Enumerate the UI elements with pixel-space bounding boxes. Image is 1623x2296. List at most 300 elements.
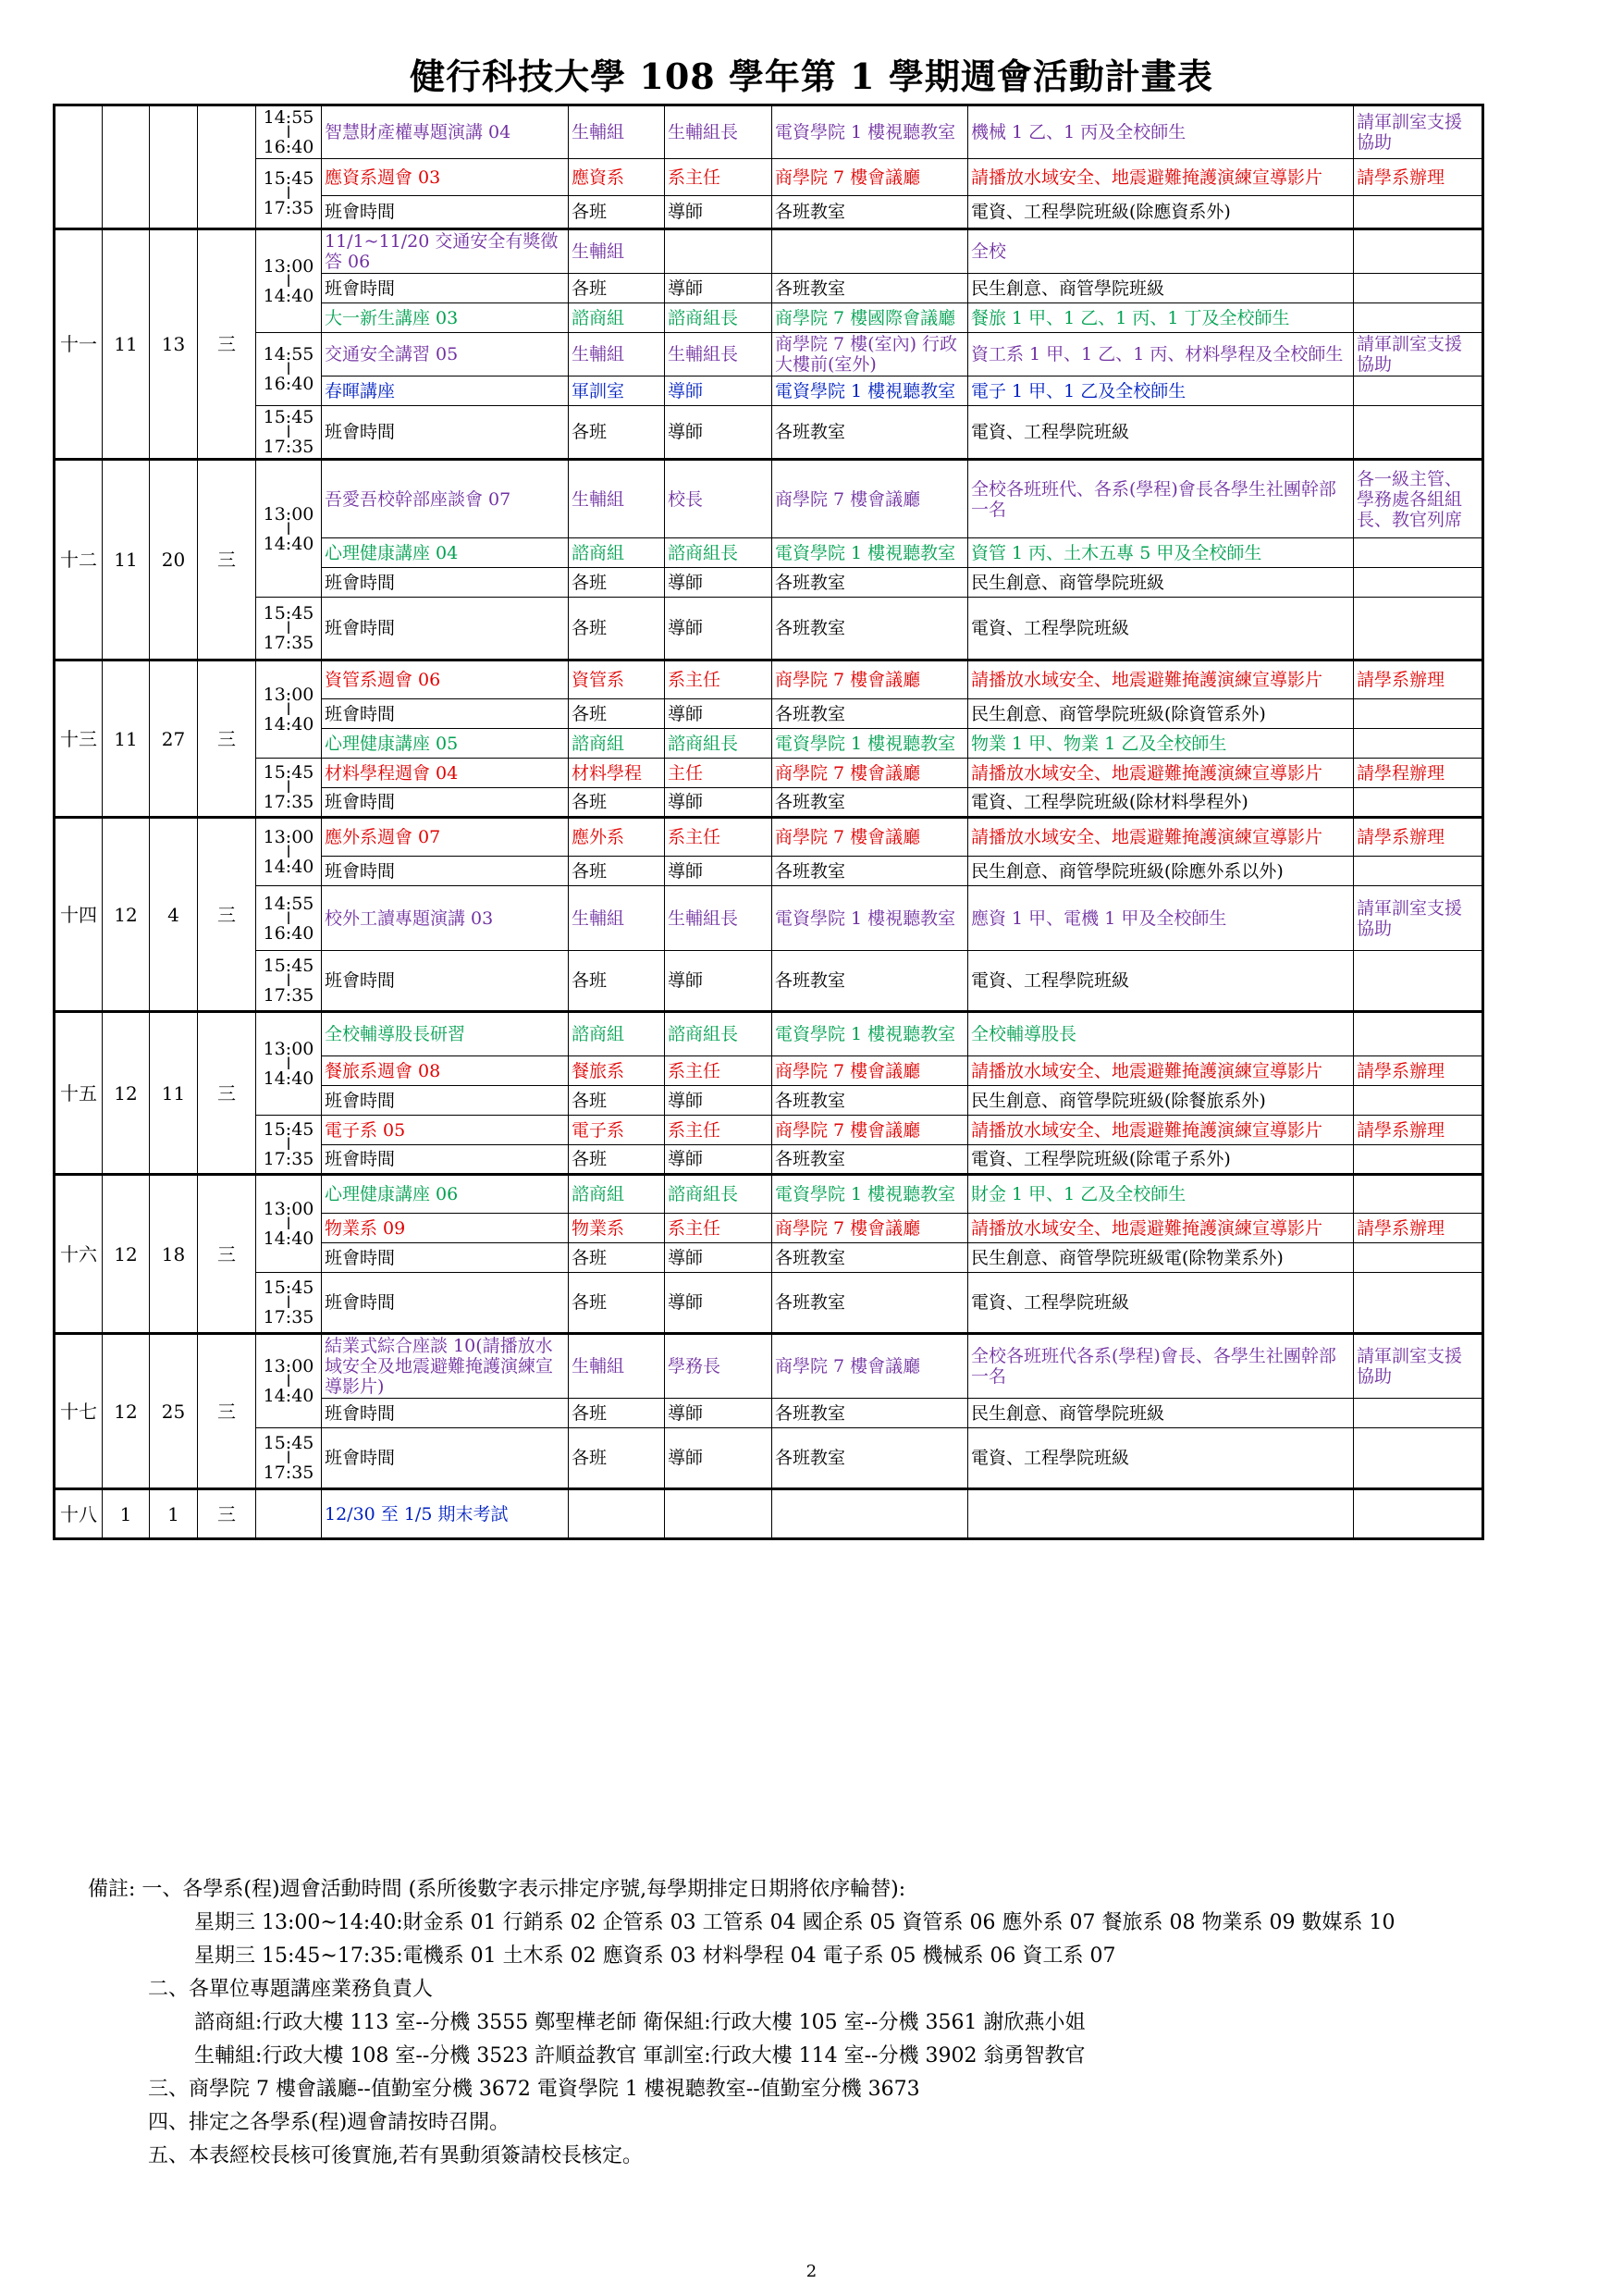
participants-cell: 電資、工程學院班級(除應資系外) <box>968 196 1354 229</box>
table-row <box>55 229 1483 274</box>
week-group <box>55 660 1483 818</box>
week-weekday-cell: 三 <box>198 229 256 460</box>
unit-cell: 各班 <box>569 196 665 229</box>
place-cell: 各班教室 <box>772 196 968 229</box>
host-cell: 導師 <box>665 951 772 1012</box>
time-start: 15:45 <box>263 407 314 427</box>
week-group <box>55 1334 1483 1489</box>
host-cell: 系主任 <box>665 159 772 196</box>
activity-cell: 心理健康講座 06 <box>322 1175 569 1214</box>
time-cell <box>256 159 322 229</box>
table-row <box>55 951 1483 1012</box>
table-row <box>55 105 1483 159</box>
place-cell: 商學院 7 樓(室內) 行政大樓前(室外) <box>772 333 968 376</box>
note-cell <box>1354 406 1483 460</box>
note-item-1 <box>88 1873 1531 1907</box>
week-week-cell: 十三 <box>55 660 103 818</box>
note-cell <box>1354 1175 1483 1214</box>
time-end: 17:35 <box>263 1149 314 1169</box>
week-group <box>55 1175 1483 1334</box>
participants-cell: 民生創意、商管學院班級(除應外系以外) <box>968 857 1354 886</box>
host-cell: 系主任 <box>665 660 772 699</box>
activity-cell: 吾愛吾校幹部座談會 07 <box>322 460 569 538</box>
place-cell: 商學院 7 樓會議廳 <box>772 159 968 196</box>
time-end: 17:35 <box>263 1307 314 1327</box>
host-cell: 導師 <box>665 1273 772 1334</box>
activity-cell: 春暉講座 <box>322 376 569 406</box>
notes-section <box>88 1873 1531 2173</box>
note-item-3: 三、商學院 7 樓會議廳--值勤室分機 3672 電資學院 1 樓視聽教室--值勤室分機 3673 <box>148 2078 920 2101</box>
time-cell <box>256 951 322 1012</box>
unit-cell: 各班 <box>569 568 665 598</box>
participants-cell: 全校 <box>968 229 1354 274</box>
unit-cell: 諮商組 <box>569 1175 665 1214</box>
table-row <box>55 1175 1483 1214</box>
participants-cell: 請播放水域安全、地震避難掩護演練宣導影片 <box>968 1056 1354 1086</box>
place-cell: 各班教室 <box>772 598 968 660</box>
note-cell: 請軍訓室支援協助 <box>1354 333 1483 376</box>
note-item-1a: 星期三 13:00~14:40:財金系 01 行銷系 02 企管系 03 工管系 04 國企系 05 資管系 06 應外系 07 餐旅系 08 物業系 09 數媒系 10 <box>194 1911 1396 1934</box>
unit-cell: 生輔組 <box>569 1334 665 1399</box>
week-day-cell: 20 <box>150 460 198 660</box>
note-cell: 請軍訓室支援協助 <box>1354 1334 1483 1399</box>
week-week-cell: 十七 <box>55 1334 103 1489</box>
time-start: 15:45 <box>263 1119 314 1140</box>
note-cell <box>1354 1243 1483 1273</box>
activity-cell: 班會時間 <box>322 406 569 460</box>
place-cell: 商學院 7 樓會議廳 <box>772 1116 968 1145</box>
place-cell: 商學院 7 樓會議廳 <box>772 1056 968 1086</box>
unit-cell: 各班 <box>569 406 665 460</box>
host-cell: 系主任 <box>665 1214 772 1243</box>
time-cell <box>256 886 322 951</box>
host-cell: 系主任 <box>665 1056 772 1086</box>
host-cell: 系主任 <box>665 818 772 857</box>
time-end: 14:40 <box>263 1386 314 1406</box>
week-month-cell: 11 <box>103 460 150 660</box>
note-item-4: 四、排定之各學系(程)週會請按時召開。 <box>148 2111 510 2134</box>
activity-cell: 結業式綜合座談 10(請播放水域安全及地震避難掩護演練宣導影片) <box>322 1334 569 1399</box>
participants-cell: 全校各班班代各系(學程)會長、各學生社團幹部一名 <box>968 1334 1354 1399</box>
participants-cell: 請播放水域安全、地震避難掩護演練宣導影片 <box>968 1214 1354 1243</box>
unit-cell <box>569 1489 665 1539</box>
activity-cell: 交通安全講習 05 <box>322 333 569 376</box>
time-cell <box>256 1334 322 1428</box>
note-cell: 請學程辦理 <box>1354 759 1483 788</box>
place-cell: 各班教室 <box>772 1428 968 1489</box>
note-cell: 請學系辦理 <box>1354 818 1483 857</box>
table-row <box>55 759 1483 788</box>
note-item-2: 二、各單位專題講座業務負責人 <box>148 1978 434 2001</box>
table-row <box>55 1334 1483 1399</box>
time-separator: ǀ <box>286 842 291 862</box>
activity-cell: 班會時間 <box>322 1086 569 1116</box>
time-cell <box>256 818 322 886</box>
unit-cell: 各班 <box>569 1428 665 1489</box>
unit-cell: 各班 <box>569 1145 665 1175</box>
unit-cell: 生輔組 <box>569 333 665 376</box>
participants-cell: 請播放水域安全、地震避難掩護演練宣導影片 <box>968 818 1354 857</box>
unit-cell: 應資系 <box>569 159 665 196</box>
host-cell: 導師 <box>665 1428 772 1489</box>
week-month-cell: 12 <box>103 818 150 1012</box>
week-month-cell: 11 <box>103 660 150 818</box>
week-group <box>55 1012 1483 1175</box>
place-cell: 商學院 7 樓會議廳 <box>772 1214 968 1243</box>
place-cell: 各班教室 <box>772 1273 968 1334</box>
activity-cell: 班會時間 <box>322 857 569 886</box>
unit-cell: 各班 <box>569 1243 665 1273</box>
unit-cell: 物業系 <box>569 1214 665 1243</box>
place-cell: 各班教室 <box>772 406 968 460</box>
unit-cell: 各班 <box>569 598 665 660</box>
table-row <box>55 1012 1483 1056</box>
time-separator: ǀ <box>286 422 291 442</box>
place-cell: 商學院 7 樓國際會議廳 <box>772 303 968 333</box>
table-row <box>55 1116 1483 1145</box>
participants-cell: 餐旅 1 甲、1 乙、1 丙、1 丁及全校師生 <box>968 303 1354 333</box>
unit-cell: 軍訓室 <box>569 376 665 406</box>
note-cell <box>1354 1145 1483 1175</box>
place-cell: 電資學院 1 樓視聽教室 <box>772 538 968 568</box>
time-cell <box>256 1273 322 1334</box>
time-cell <box>256 229 322 333</box>
note-cell <box>1354 568 1483 598</box>
unit-cell: 資管系 <box>569 660 665 699</box>
host-cell: 生輔組長 <box>665 886 772 951</box>
week-month-cell: 12 <box>103 1334 150 1489</box>
activity-cell: 智慧財產權專題演講 04 <box>322 105 569 159</box>
place-cell: 各班教室 <box>772 951 968 1012</box>
note-cell <box>1354 1012 1483 1056</box>
activity-cell: 班會時間 <box>322 1428 569 1489</box>
note-cell <box>1354 788 1483 818</box>
note-cell <box>1354 1489 1483 1539</box>
week-month-cell: 12 <box>103 1012 150 1175</box>
note-cell: 請學系辦理 <box>1354 1056 1483 1086</box>
table-row <box>55 333 1483 376</box>
unit-cell: 諮商組 <box>569 538 665 568</box>
note-cell <box>1354 1273 1483 1334</box>
activity-cell: 班會時間 <box>322 1145 569 1175</box>
time-start: 15:45 <box>263 603 314 623</box>
time-separator: ǀ <box>286 359 291 379</box>
time-end: 14:40 <box>263 714 314 734</box>
host-cell: 系主任 <box>665 1116 772 1145</box>
time-start: 13:00 <box>263 1199 314 1219</box>
week-month-cell: 11 <box>103 229 150 460</box>
time-separator: ǀ <box>286 777 291 797</box>
note-item-5: 五、本表經校長核可後實施,若有異動須簽請校長核定。 <box>148 2144 643 2167</box>
unit-cell: 生輔組 <box>569 886 665 951</box>
host-cell <box>665 1489 772 1539</box>
week-weekday-cell: 三 <box>198 460 256 660</box>
week-day-cell: 1 <box>150 1489 198 1539</box>
time-end: 14:40 <box>263 286 314 306</box>
time-end: 16:40 <box>263 922 314 944</box>
note-cell: 請學系辦理 <box>1354 660 1483 699</box>
host-cell: 導師 <box>665 274 772 303</box>
note-cell: 請學系辦理 <box>1354 1214 1483 1243</box>
place-cell: 各班教室 <box>772 1243 968 1273</box>
note-cell <box>1354 274 1483 303</box>
note-cell <box>1354 1428 1483 1489</box>
week-weekday-cell: 三 <box>198 1489 256 1539</box>
participants-cell: 應資 1 甲、電機 1 甲及全校師生 <box>968 886 1354 951</box>
table-row <box>55 818 1483 857</box>
unit-cell: 電子系 <box>569 1116 665 1145</box>
week-group <box>55 229 1483 460</box>
host-cell: 導師 <box>665 699 772 729</box>
place-cell: 各班教室 <box>772 1145 968 1175</box>
participants-cell: 電資、工程學院班級(除電子系外) <box>968 1145 1354 1175</box>
note-cell <box>1354 538 1483 568</box>
host-cell: 諮商組長 <box>665 1175 772 1214</box>
time-cell <box>256 1175 322 1273</box>
place-cell: 各班教室 <box>772 857 968 886</box>
week-day-cell: 13 <box>150 229 198 460</box>
time-start: 13:00 <box>263 256 314 277</box>
host-cell: 導師 <box>665 857 772 886</box>
table-row <box>55 1489 1483 1539</box>
unit-cell: 生輔組 <box>569 105 665 159</box>
note-cell <box>1354 857 1483 886</box>
host-cell: 導師 <box>665 376 772 406</box>
participants-cell: 電子 1 甲、1 乙及全校師生 <box>968 376 1354 406</box>
activity-cell: 材料學程週會 04 <box>322 759 569 788</box>
activity-cell: 12/30 至 1/5 期末考試 <box>322 1489 569 1539</box>
place-cell: 各班教室 <box>772 699 968 729</box>
week-day-cell: 4 <box>150 818 198 1012</box>
activity-cell: 大一新生講座 03 <box>322 303 569 333</box>
host-cell: 學務長 <box>665 1334 772 1399</box>
participants-cell: 請播放水域安全、地震避難掩護演練宣導影片 <box>968 1116 1354 1145</box>
note-item-2b: 生輔組:行政大樓 108 室--分機 3523 許順益教官 軍訓室:行政大樓 114 室--分機 3902 翁勇智教官 <box>194 2044 1086 2068</box>
week-day-cell: 27 <box>150 660 198 818</box>
time-cell <box>256 406 322 460</box>
activity-cell: 應外系週會 07 <box>322 818 569 857</box>
note-cell: 請軍訓室支援協助 <box>1354 105 1483 159</box>
week-week-cell: 十二 <box>55 460 103 660</box>
host-cell: 導師 <box>665 788 772 818</box>
table-row <box>55 660 1483 699</box>
host-cell: 導師 <box>665 1145 772 1175</box>
activity-cell: 班會時間 <box>322 951 569 1012</box>
participants-cell: 請播放水域安全、地震避難掩護演練宣導影片 <box>968 159 1354 196</box>
week-month-cell <box>103 105 150 229</box>
week-week-cell: 十一 <box>55 229 103 460</box>
table-row <box>55 886 1483 951</box>
unit-cell: 餐旅系 <box>569 1056 665 1086</box>
participants-cell: 民生創意、商管學院班級電(除物業系外) <box>968 1243 1354 1273</box>
week-weekday-cell: 三 <box>198 1175 256 1334</box>
activity-cell: 班會時間 <box>322 1273 569 1334</box>
time-start: 13:00 <box>263 503 314 525</box>
unit-cell: 各班 <box>569 1399 665 1428</box>
note-cell <box>1354 1086 1483 1116</box>
time-end: 16:40 <box>263 137 314 157</box>
time-end: 17:35 <box>263 437 314 457</box>
time-cell <box>256 1012 322 1116</box>
activity-cell: 班會時間 <box>322 568 569 598</box>
note-cell: 請學系辦理 <box>1354 1116 1483 1145</box>
week-group <box>55 460 1483 660</box>
activity-cell: 班會時間 <box>322 1243 569 1273</box>
time-cell <box>256 1489 322 1539</box>
place-cell: 商學院 7 樓會議廳 <box>772 818 968 857</box>
table-row <box>55 598 1483 660</box>
place-cell: 各班教室 <box>772 788 968 818</box>
time-separator: ǀ <box>286 618 291 638</box>
time-start: 15:45 <box>263 956 314 976</box>
time-separator: ǀ <box>286 1134 291 1154</box>
time-start: 15:45 <box>263 762 314 783</box>
participants-cell: 全校輔導股長 <box>968 1012 1354 1056</box>
week-weekday-cell: 三 <box>198 660 256 818</box>
time-end: 16:40 <box>263 374 314 394</box>
place-cell: 各班教室 <box>772 1086 968 1116</box>
unit-cell: 應外系 <box>569 818 665 857</box>
place-cell <box>772 229 968 274</box>
time-end: 17:35 <box>263 633 314 653</box>
participants-cell: 民生創意、商管學院班級 <box>968 568 1354 598</box>
participants-cell: 機械 1 乙、1 丙及全校師生 <box>968 105 1354 159</box>
host-cell: 諮商組長 <box>665 303 772 333</box>
activity-cell: 班會時間 <box>322 699 569 729</box>
time-end: 14:40 <box>263 857 314 877</box>
participants-cell: 請播放水域安全、地震避難掩護演練宣導影片 <box>968 759 1354 788</box>
activity-cell: 心理健康講座 04 <box>322 538 569 568</box>
host-cell: 諮商組長 <box>665 729 772 759</box>
time-start: 14:55 <box>263 893 314 914</box>
week-month-cell: 12 <box>103 1175 150 1334</box>
time-end: 14:40 <box>263 1228 314 1249</box>
host-cell: 導師 <box>665 406 772 460</box>
note-cell <box>1354 303 1483 333</box>
time-separator: ǀ <box>286 907 291 929</box>
host-cell: 生輔組長 <box>665 333 772 376</box>
activity-cell: 班會時間 <box>322 788 569 818</box>
time-start: 14:55 <box>263 107 314 128</box>
activity-cell: 電子系 05 <box>322 1116 569 1145</box>
activity-cell: 校外工讀專題演講 03 <box>322 886 569 951</box>
week-day-cell: 11 <box>150 1012 198 1175</box>
note-cell <box>1354 196 1483 229</box>
time-separator: ǀ <box>286 183 291 204</box>
time-separator: ǀ <box>286 1371 291 1391</box>
note-item-1b: 星期三 15:45~17:35:電機系 01 土木系 02 應資系 03 材料學程 04 電子系 05 機械系 06 資工系 07 <box>194 1944 1116 1968</box>
unit-cell: 各班 <box>569 951 665 1012</box>
note-cell: 請軍訓室支援協助 <box>1354 886 1483 951</box>
host-cell: 主任 <box>665 759 772 788</box>
host-cell: 導師 <box>665 1399 772 1428</box>
host-cell: 導師 <box>665 1243 772 1273</box>
week-month-cell: 1 <box>103 1489 150 1539</box>
unit-cell: 生輔組 <box>569 460 665 538</box>
unit-cell: 各班 <box>569 1086 665 1116</box>
activity-cell: 應資系週會 03 <box>322 159 569 196</box>
time-end: 14:40 <box>263 1068 314 1089</box>
week-week-cell: 十六 <box>55 1175 103 1334</box>
place-cell: 商學院 7 樓會議廳 <box>772 660 968 699</box>
time-end: 17:35 <box>263 1463 314 1483</box>
time-separator: ǀ <box>286 699 291 720</box>
unit-cell: 各班 <box>569 788 665 818</box>
note-cell <box>1354 699 1483 729</box>
schedule-table <box>53 104 1484 1540</box>
page-title: 健行科技大學 108 學年第 1 學期週會活動計畫表 <box>410 56 1213 97</box>
participants-cell: 電資、工程學院班級 <box>968 951 1354 1012</box>
unit-cell: 材料學程 <box>569 759 665 788</box>
unit-cell: 諮商組 <box>569 729 665 759</box>
place-cell: 電資學院 1 樓視聽教室 <box>772 376 968 406</box>
place-cell: 各班教室 <box>772 1399 968 1428</box>
week-weekday-cell <box>198 105 256 229</box>
time-start: 14:55 <box>263 344 314 364</box>
week-group <box>55 818 1483 1012</box>
table-row <box>55 1428 1483 1489</box>
host-cell: 導師 <box>665 568 772 598</box>
note-cell: 各一級主管、學務處各組組長、教官列席 <box>1354 460 1483 538</box>
note-cell <box>1354 598 1483 660</box>
time-separator: ǀ <box>286 1448 291 1468</box>
activity-cell: 班會時間 <box>322 598 569 660</box>
time-cell <box>256 598 322 660</box>
time-end: 17:35 <box>263 198 314 218</box>
participants-cell <box>968 1489 1354 1539</box>
activity-cell: 物業系 09 <box>322 1214 569 1243</box>
note-item-2a: 諮商組:行政大樓 113 室--分機 3555 鄭聖樺老師 衛保組:行政大樓 105 室--分機 3561 謝欣燕小姐 <box>194 2011 1086 2034</box>
place-cell: 商學院 7 樓會議廳 <box>772 460 968 538</box>
host-cell: 諮商組長 <box>665 1012 772 1056</box>
time-separator: ǀ <box>286 122 291 142</box>
unit-cell: 各班 <box>569 274 665 303</box>
participants-cell: 電資、工程學院班級(除材料學程外) <box>968 788 1354 818</box>
note-cell <box>1354 229 1483 274</box>
participants-cell: 財金 1 甲、1 乙及全校師生 <box>968 1175 1354 1214</box>
time-separator: ǀ <box>286 1054 291 1074</box>
time-end: 17:35 <box>263 985 314 1006</box>
place-cell: 商學院 7 樓會議廳 <box>772 1334 968 1399</box>
time-separator: ǀ <box>286 970 291 991</box>
participants-cell: 物業 1 甲、物業 1 乙及全校師生 <box>968 729 1354 759</box>
participants-cell: 電資、工程學院班級 <box>968 406 1354 460</box>
place-cell <box>772 1489 968 1539</box>
table-row <box>55 1273 1483 1334</box>
place-cell: 電資學院 1 樓視聽教室 <box>772 729 968 759</box>
activity-cell: 班會時間 <box>322 1399 569 1428</box>
time-cell <box>256 660 322 759</box>
note-cell: 請學系辦理 <box>1354 159 1483 196</box>
activity-cell: 11/1~11/20 交通安全有獎徵答 06 <box>322 229 569 274</box>
place-cell: 各班教室 <box>772 568 968 598</box>
host-cell: 導師 <box>665 196 772 229</box>
place-cell: 電資學院 1 樓視聽教室 <box>772 105 968 159</box>
place-cell: 商學院 7 樓會議廳 <box>772 759 968 788</box>
time-start: 15:45 <box>263 1278 314 1298</box>
host-cell: 諮商組長 <box>665 538 772 568</box>
page-number: 2 <box>805 2262 818 2281</box>
activity-cell: 班會時間 <box>322 196 569 229</box>
activity-cell: 心理健康講座 05 <box>322 729 569 759</box>
participants-cell: 資工系 1 甲、1 乙、1 丙、材料學程及全校師生 <box>968 333 1354 376</box>
table-row <box>55 406 1483 460</box>
time-separator: ǀ <box>286 271 291 291</box>
time-cell <box>256 1116 322 1175</box>
table-row <box>55 460 1483 538</box>
time-start: 13:00 <box>263 1039 314 1059</box>
table-row <box>55 159 1483 196</box>
